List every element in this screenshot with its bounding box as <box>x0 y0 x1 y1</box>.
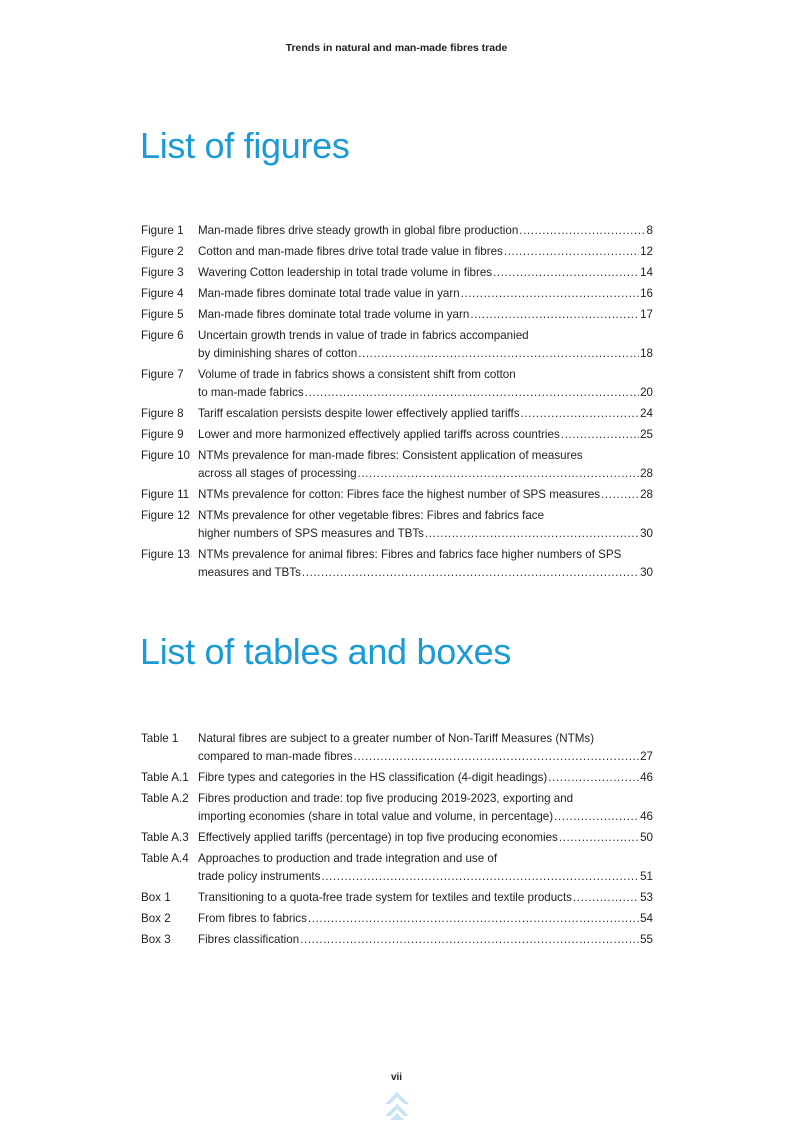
toc-entry-title: Fibre types and categories in the HS classification (4-digit headings) <box>198 771 548 784</box>
toc-entry-body <box>198 447 653 483</box>
dot-leader <box>521 405 640 423</box>
toc-entry-page-number: 27 <box>640 750 653 763</box>
toc-entry-page-number: 54 <box>640 912 653 925</box>
toc-entry-final-line <box>198 306 653 324</box>
toc-entry-body <box>198 306 653 324</box>
toc-entry-final-line <box>198 808 653 826</box>
toc-entry-final-line <box>198 285 653 303</box>
toc-entry-title-line: Natural fibres are subject to a greater number of Non-Tariff Measures (NTMs) <box>198 732 595 745</box>
toc-entry[interactable] <box>141 285 653 303</box>
toc-entry-title: Lower and more harmonized effectively applied tariffs across countries <box>198 428 560 441</box>
toc-entry-body <box>198 264 653 282</box>
dot-leader <box>561 426 639 444</box>
toc-entry-page-number: 16 <box>640 287 653 300</box>
toc-entry-title: compared to man-made fibres <box>198 750 353 763</box>
toc-entry-page-number: 12 <box>640 245 653 258</box>
toc-entry-body <box>198 285 653 303</box>
toc-entry-label: Figure 7 <box>141 368 184 381</box>
toc-entry-title: importing economies (share in total value and volume, in percentage) <box>198 810 554 823</box>
toc-entry-title: Cotton and man-made fibres drive total trade value in fibres <box>198 245 503 258</box>
toc-entry-title: measures and TBTs <box>198 566 301 579</box>
toc-entry-title-line: NTMs prevalence for other vegetable fibres: Fibres and fabrics face <box>198 509 545 522</box>
toc-entry[interactable] <box>141 243 653 261</box>
toc-entry-page-number: 50 <box>640 831 653 844</box>
toc-entry-page-number: 14 <box>640 266 653 279</box>
dot-leader <box>461 285 639 303</box>
toc-entry-body <box>198 790 653 826</box>
toc-entry-final-line <box>198 264 653 282</box>
toc-entry-title-line: Approaches to production and trade integration and use of <box>198 852 498 865</box>
toc-entry-title: by diminishing shares of cotton <box>198 347 358 360</box>
toc-entry-body <box>198 243 653 261</box>
dot-leader <box>300 931 639 949</box>
toc-entry-page-number: 46 <box>640 771 653 784</box>
toc-entry[interactable] <box>141 306 653 324</box>
toc-entry-final-line <box>198 345 653 363</box>
dot-leader <box>354 748 639 766</box>
tables-toc <box>141 730 653 952</box>
toc-entry-title: Transitioning to a quota-free trade system for textiles and textile products <box>198 891 572 904</box>
toc-entry-final-line <box>198 525 653 543</box>
toc-entry-title: Effectively applied tariffs (percentage) in top five producing economies <box>198 831 558 844</box>
list-of-figures-title: List of figures <box>140 125 350 166</box>
toc-entry-page-number: 18 <box>640 347 653 360</box>
toc-entry[interactable] <box>141 405 653 423</box>
toc-entry[interactable] <box>141 790 653 826</box>
toc-entry-label: Figure 2 <box>141 245 184 258</box>
toc-entry-label: Box 1 <box>141 891 171 904</box>
toc-entry-title-line: NTMs prevalence for animal fibres: Fibres and fabrics face higher numbers of SPS <box>198 548 622 561</box>
toc-entry-final-line <box>198 910 653 928</box>
toc-entry-title: to man-made fabrics <box>198 386 304 399</box>
toc-entry-label: Box 3 <box>141 933 171 946</box>
toc-entry[interactable] <box>141 447 653 483</box>
toc-entry-title: Fibres classification <box>198 933 300 946</box>
toc-entry-final-line <box>198 748 653 766</box>
toc-entry-final-line <box>198 868 653 886</box>
double-chevron-up-icon <box>383 1090 411 1122</box>
toc-entry-final-line <box>198 405 653 423</box>
toc-entry-final-line <box>198 769 653 787</box>
toc-entry-body <box>198 486 653 504</box>
list-of-tables-title: List of tables and boxes <box>140 631 512 672</box>
toc-entry-label: Figure 1 <box>141 224 184 237</box>
dot-leader <box>470 306 639 324</box>
toc-entry-label: Figure 5 <box>141 308 184 321</box>
dot-leader <box>548 769 639 787</box>
toc-entry-page-number: 51 <box>640 870 653 883</box>
toc-entry-title-line: Uncertain growth trends in value of trade in fabrics accompanied <box>198 329 529 342</box>
toc-entry-page-number: 30 <box>640 566 653 579</box>
toc-entry-body <box>198 426 653 444</box>
dot-leader <box>601 486 639 504</box>
toc-entry-body <box>198 931 653 949</box>
toc-entry-label: Table A.4 <box>141 852 189 865</box>
toc-entry-page-number: 55 <box>640 933 653 946</box>
toc-entry-body <box>198 405 653 423</box>
toc-entry-label: Figure 3 <box>141 266 184 279</box>
toc-entry-page-number: 28 <box>640 467 653 480</box>
toc-entry-title: Wavering Cotton leadership in total trade volume in fibres <box>198 266 493 279</box>
toc-entry[interactable] <box>141 910 653 928</box>
running-header: Trends in natural and man-made fibres trade <box>285 42 508 54</box>
toc-entry-page-number: 24 <box>640 407 653 420</box>
toc-entry-title: Man-made fibres dominate total trade volume in yarn <box>198 308 470 321</box>
figures-toc <box>141 222 653 585</box>
toc-entry-title: Man-made fibres dominate total trade value in yarn <box>198 287 460 300</box>
toc-entry[interactable] <box>141 327 653 363</box>
toc-entry-body <box>198 769 653 787</box>
toc-entry-page-number: 8 <box>646 224 653 237</box>
toc-entry[interactable] <box>141 769 653 787</box>
dot-leader <box>559 829 639 847</box>
toc-entry-final-line <box>198 889 653 907</box>
toc-entry-label: Table A.3 <box>141 831 189 844</box>
toc-entry-final-line <box>198 243 653 261</box>
toc-entry[interactable] <box>141 889 653 907</box>
toc-entry-title-line: Volume of trade in fabrics shows a consistent shift from cotton <box>198 368 516 381</box>
toc-entry-title: across all stages of processing <box>198 467 357 480</box>
dot-leader <box>493 264 639 282</box>
toc-entry-body <box>198 889 653 907</box>
toc-entry[interactable] <box>141 507 653 543</box>
toc-entry-label: Figure 10 <box>141 449 190 462</box>
toc-entry-label: Box 2 <box>141 912 171 925</box>
toc-entry-page-number: 28 <box>640 488 653 501</box>
toc-entry-body <box>198 507 653 543</box>
toc-entry[interactable] <box>141 850 653 886</box>
toc-entry-label: Figure 11 <box>141 488 190 501</box>
toc-entry-label: Table A.2 <box>141 792 189 805</box>
toc-entry[interactable] <box>141 486 653 504</box>
toc-entry-final-line <box>198 486 653 504</box>
toc-entry-final-line <box>198 465 653 483</box>
toc-entry[interactable] <box>141 426 653 444</box>
toc-entry-page-number: 30 <box>640 527 653 540</box>
dot-leader <box>519 222 645 240</box>
toc-entry-title: Tariff escalation persists despite lower effectively applied tariffs <box>198 407 520 420</box>
toc-entry-body <box>198 222 653 240</box>
toc-entry-final-line <box>198 829 653 847</box>
toc-entry[interactable] <box>141 222 653 240</box>
page-number: vii <box>390 1072 403 1083</box>
toc-entry-page-number: 20 <box>640 386 653 399</box>
toc-entry-final-line <box>198 222 653 240</box>
dot-leader <box>308 910 639 928</box>
toc-entry-label: Figure 4 <box>141 287 184 300</box>
toc-entry-body <box>198 829 653 847</box>
toc-entry-body <box>198 910 653 928</box>
toc-entry-body <box>198 327 653 363</box>
toc-entry-label: Figure 8 <box>141 407 184 420</box>
dot-leader <box>504 243 639 261</box>
dot-leader <box>305 384 639 402</box>
toc-entry-page-number: 53 <box>640 891 653 904</box>
toc-entry-page-number: 17 <box>640 308 653 321</box>
toc-entry-title: Man-made fibres drive steady growth in global fibre production <box>198 224 519 237</box>
toc-entry-body <box>198 730 653 766</box>
toc-entry-label: Figure 12 <box>141 509 190 522</box>
toc-entry[interactable] <box>141 546 653 582</box>
toc-entry-body <box>198 366 653 402</box>
toc-entry-title-line: NTMs prevalence for man-made fibres: Consistent application of measures <box>198 449 583 462</box>
toc-entry-title: trade policy instruments <box>198 870 321 883</box>
dot-leader <box>358 345 639 363</box>
toc-entry-body <box>198 850 653 886</box>
dot-leader <box>554 808 639 826</box>
toc-entry-label: Table 1 <box>141 732 179 745</box>
dot-leader <box>573 889 639 907</box>
toc-entry-page-number: 25 <box>640 428 653 441</box>
toc-entry-body <box>198 546 653 582</box>
toc-entry-title: From fibres to fabrics <box>198 912 307 925</box>
toc-entry-page-number: 46 <box>640 810 653 823</box>
toc-entry[interactable] <box>141 730 653 766</box>
toc-entry-label: Figure 6 <box>141 329 184 342</box>
dot-leader <box>358 465 640 483</box>
toc-entry-label: Figure 13 <box>141 548 190 561</box>
toc-entry-title: higher numbers of SPS measures and TBTs <box>198 527 424 540</box>
toc-entry-label: Table A.1 <box>141 771 189 784</box>
toc-entry-title-line: Fibres production and trade: top five producing 2019-2023, exporting and <box>198 792 574 805</box>
dot-leader <box>321 868 639 886</box>
toc-entry-final-line <box>198 384 653 402</box>
dot-leader <box>425 525 639 543</box>
toc-entry[interactable] <box>141 829 653 847</box>
toc-entry-final-line <box>198 426 653 444</box>
dot-leader <box>302 564 639 582</box>
toc-entry-final-line <box>198 564 653 582</box>
toc-entry-title: NTMs prevalence for cotton: Fibres face the highest number of SPS measures <box>198 488 601 501</box>
toc-entry-label: Figure 9 <box>141 428 184 441</box>
toc-entry-final-line <box>198 931 653 949</box>
toc-entry[interactable] <box>141 931 653 949</box>
toc-entry[interactable] <box>141 366 653 402</box>
toc-entry[interactable] <box>141 264 653 282</box>
